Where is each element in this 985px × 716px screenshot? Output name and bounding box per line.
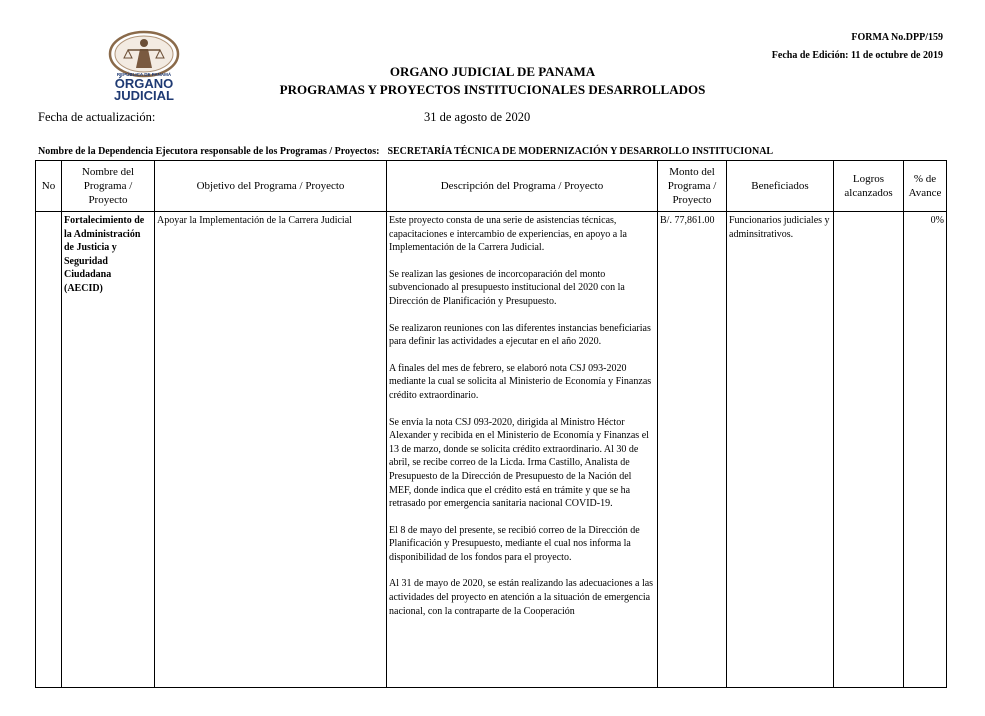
description-paragraph: A finales del mes de febrero, se elaboró nota CSJ 093-2020 mediante la cual se solicita al Ministerio de Economía y Finanzas crédito extraordinario. (389, 362, 652, 401)
dependency-line (38, 146, 773, 157)
header-progress: % de Avance (904, 161, 947, 212)
description-paragraph: Al 31 de mayo de 2020, se están realizando las adecuaciones a las actividades del proyecto en atención a la situación de emergencia nacional, con la contraparte de la Cooperación (389, 578, 654, 617)
header-achievements: Logros alcanzados (834, 161, 904, 212)
logo-organo-text: ÓRGANO (114, 76, 174, 91)
cell-amount: B/. 77,861.00 (658, 212, 727, 688)
update-date-value: 31 de agosto de 2020 (424, 110, 531, 124)
logo-republic-text: REPÚBLICA DE PANAMÁ (116, 72, 172, 77)
projects-table (35, 160, 947, 688)
table-header-row (36, 161, 947, 212)
cell-no (36, 212, 62, 688)
form-number: FORMA No.DPP/159 (851, 32, 943, 43)
header-no: No (36, 161, 62, 212)
cell-beneficiaries: Funcionarios judiciales y adminsitrativos. (727, 212, 834, 688)
cell-project-name: Fortalecimiento de la Administración de Justicia y Seguridad Ciudadana (AECID) (62, 212, 155, 688)
edition-date: Fecha de Edición: 11 de octubre de 2019 (771, 50, 943, 61)
cell-progress: 0% (904, 212, 947, 688)
description-paragraph: Este proyecto consta de una serie de asistencias técnicas, capacitaciones e intercambio de experiencias, en apoyo a la Implementación de la Carrera Judicial. (389, 215, 627, 254)
header-beneficiaries: Beneficiados (727, 161, 834, 212)
header-name: Nombre del Programa / Proyecto (62, 161, 155, 212)
organization-title: ORGANO JUDICIAL DE PANAMA (389, 64, 596, 79)
header-objective: Objetivo del Programa / Proyecto (155, 161, 387, 212)
cell-description (387, 212, 658, 688)
description-paragraph: Se realizaron reuniones con las diferentes instancias beneficiarias para definir las actividades a ejecutar en el año 2020. (389, 322, 651, 348)
document-title: PROGRAMAS Y PROYECTOS INSTITUCIONALES DESARROLLADOS (279, 82, 706, 97)
table-row (36, 212, 947, 688)
description-paragraph: Se realizan las gesiones de incorcoparación del monto subvencionado al presupuesto institucional del 2020 con la Dirección de Planificación y Presupuesto. (389, 268, 625, 307)
update-date-label: Fecha de actualización: (38, 110, 156, 124)
header-amount: Monto del Programa / Proyecto (658, 161, 727, 212)
cell-achievements (834, 212, 904, 688)
description-paragraph: El 8 de mayo del presente, se recibió correo de la Dirección de Planificación y Presupuesto, mediante el cual nos informa la disponibilidad de los fondos para el proyecto. (389, 524, 640, 563)
logo-judicial-text: JUDICIAL (114, 88, 174, 103)
description-paragraph: Se envía la nota CSJ 093-2020, dirigida al Ministro Héctor Alexander y recibida en el Ministerio de Economía y Finanzas el 13 de marzo, donde se solicita crédito extraordinario. Al 30 de abril, se recibe correo de la Licda. Irma Castillo, Analista de Presupuesto de la Dirección de Presupuesto de la Nación del MEF, donde indica que el crédito está en trámite y que se ha retrasado por emergencia sanitaria nacional COVID-19. (389, 416, 649, 510)
dependency-value: SECRETARÍA TÉCNICA DE MODERNIZACIÓN Y DESARROLLO INSTITUCIONAL (387, 146, 774, 157)
dependency-label: Nombre de la Dependencia Ejecutora responsable de los Programas / Proyectos: (38, 146, 380, 157)
cell-objective: Apoyar la Implementación de la Carrera Judicial (155, 212, 387, 688)
header-description: Descripción del Programa / Proyecto (387, 161, 658, 212)
